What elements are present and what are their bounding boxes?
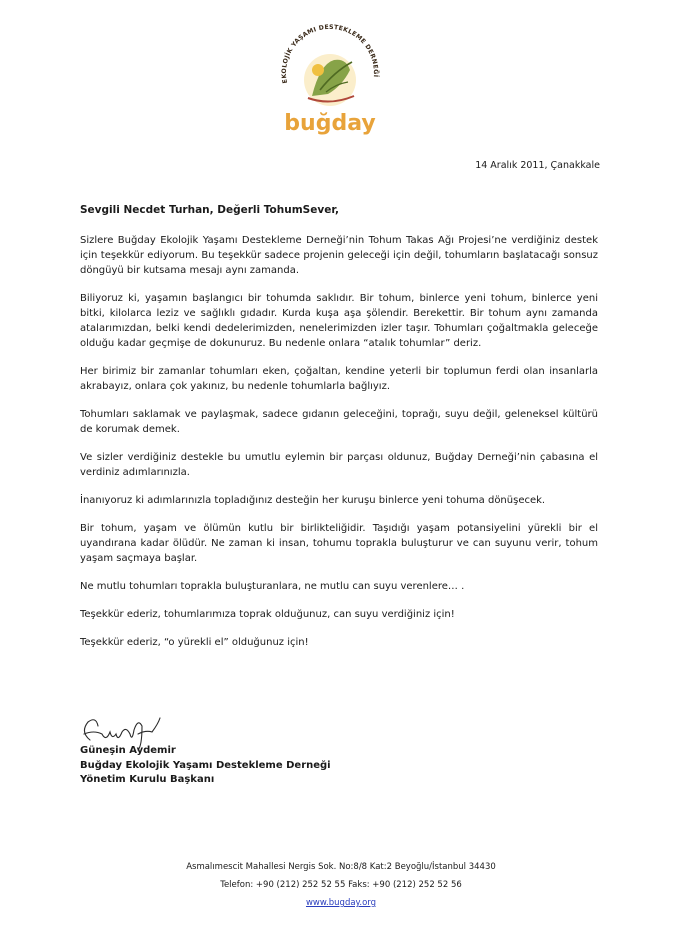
letter-body bbox=[80, 204, 598, 663]
footer-address: Asmalımescit Mahallesi Nergis Sok. No:8/8 Kat:2 Beyoğlu/İstanbul 34430 bbox=[186, 862, 496, 872]
logo-wordmark: buğday bbox=[284, 111, 376, 136]
signer-name: Güneşin Aydemir bbox=[80, 745, 176, 756]
paragraph: Bir tohum, yaşam ve ölümün kutlu bir birlikteliğidir. Taşıdığı yaşam potansiyelini yürekli bir el uyandırana kadar ölüdür. Ne zaman ki insan, tohumu toprakla buluşturur ve can suyunu verir, tohum yaşam saçmaya başlar. bbox=[80, 523, 598, 564]
paragraph: Ne mutlu tohumları toprakla buluşturanlara, ne mutlu can suyu verenlere… . bbox=[80, 581, 465, 592]
paragraph: Teşekkür ederiz, “o yürekli el” olduğunuz için! bbox=[80, 637, 309, 648]
paragraph: Her birimiz bir zamanlar tohumları eken, çoğaltan, kendine yeterli bir toplumun ferdi olan insanlarla akrabayız, onlara çok yakınız, bu nedenle tohumlarla bağlıyız. bbox=[80, 366, 598, 392]
paragraph: Sizlere Buğday Ekolojik Yaşamı Destekleme Derneği’nin Tohum Takas Ağı Projesi’ne verdiğiniz destek için teşekkür ediyorum. Bu teşekkür sadece projenin geleceği için değil, tohumların başlatacağı sonsuz döngüyü bir kutsama mesajı aynı zamanda. bbox=[80, 235, 598, 276]
footer-website-link[interactable]: www.bugday.org bbox=[305, 898, 377, 908]
paragraph: Teşekkür ederiz, tohumlarımıza toprak olduğunuz, can suyu verdiğiniz için! bbox=[80, 609, 455, 620]
signer-title: Yönetim Kurulu Başkanı bbox=[80, 774, 215, 785]
paragraph: İnanıyoruz ki adımlarınızla topladığınız desteğin her kuruşu binlerce yeni tohuma dönüşecek. bbox=[80, 495, 546, 506]
paragraph: Ve sizler verdiğiniz destekle bu umutlu eylemin bir parçası oldunuz, Buğday Derneği’nin çabasına el verdiniz adımlarınızla. bbox=[80, 452, 598, 478]
greeting: Sevgili Necdet Turhan, Değerli TohumSever, bbox=[80, 204, 339, 216]
footer-contact: Telefon: +90 (212) 252 52 55 Faks: +90 (212) 252 52 56 bbox=[220, 880, 462, 890]
paragraph: Tohumları saklamak ve paylaşmak, sadece gıdanın geleceğini, toprağı, suyu değil, geleneksel kültürü de korumak demek. bbox=[80, 409, 598, 435]
letter-date: 14 Aralık 2011, Çanakkale bbox=[475, 160, 600, 171]
bugday-logo bbox=[270, 12, 390, 136]
signature-block bbox=[80, 744, 331, 788]
logo-arc-text: EKOLOJİK YAŞAMI DESTEKLEME DERNEĞİ bbox=[280, 23, 380, 84]
bugday-emblem-icon bbox=[270, 12, 390, 136]
paragraph: Biliyoruz ki, yaşamın başlangıcı bir tohumda saklıdır. Bir tohum, binlerce yeni tohum, binlerce yeni bitki, kilolarca leziz ve sağlıklı gıdadır. Kurda kuşa aşa şölendir. Berekettir. Bir tohum aynı zamanda atalarımızdan, belki kendi dedelerimizden, nenelerimizden izler taşır. Tohumları çoğaltmakla geleceğe olduğu kadar geçmişe de dokunuruz. Bu nedenle onlara “atalık tohumlar” deriz. bbox=[80, 293, 598, 349]
letter-footer bbox=[0, 858, 682, 912]
signer-organization: Buğday Ekolojik Yaşamı Destekleme Derneği bbox=[80, 759, 331, 771]
